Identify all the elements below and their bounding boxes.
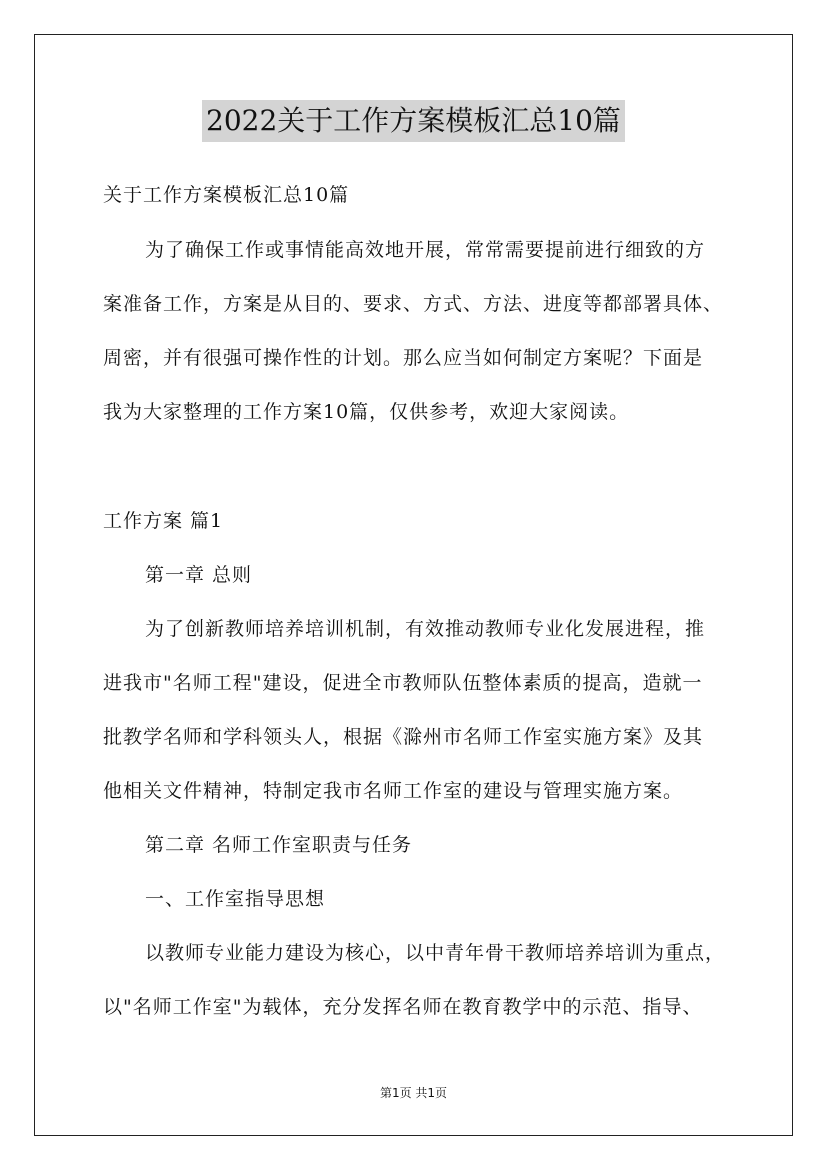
paragraph-line: 批教学名师和学科领头人，根据《滁州市名师工作室实施方案》及其 (103, 726, 704, 748)
paragraph-line: 以"名师工作室"为载体，充分发挥名师在教育教学中的示范、指导、 (103, 996, 703, 1018)
item-heading: 一、工作室指导思想 (145, 888, 326, 910)
paragraph-line: 周密，并有很强可操作性的计划。那么应当如何制定方案呢？下面是 (103, 347, 704, 369)
paragraph-line: 为了确保工作或事情能高效地开展，常常需要提前进行细致的方 (145, 239, 706, 261)
title-wrap (0, 100, 827, 142)
document-subtitle: 关于工作方案模板汇总10篇 (103, 184, 350, 206)
page-footer: 第1页 共1页 (379, 1086, 448, 1100)
paragraph-line: 为了创新教师培养培训机制，有效推动教师专业化发展进程，推 (145, 618, 706, 640)
chapter-heading: 第一章 总则 (145, 564, 253, 586)
paragraph-line: 进我市"名师工程"建设，促进全市教师队伍整体素质的提高，造就一 (103, 672, 703, 694)
chapter-heading: 第二章 名师工作室职责与任务 (145, 834, 413, 856)
document-title: 2022关于工作方案模板汇总10篇 (202, 100, 625, 142)
paragraph-line: 他相关文件精神，特制定我市名师工作室的建设与管理实施方案。 (103, 780, 684, 802)
paragraph-line: 以教师专业能力建设为核心，以中青年骨干教师培养培训为重点， (145, 942, 726, 964)
paragraph-line: 案准备工作，方案是从目的、要求、方式、方法、进度等都部署具体、 (103, 293, 724, 315)
paragraph-line: 我为大家整理的工作方案10篇，仅供参考，欢迎大家阅读。 (103, 401, 630, 423)
section-heading: 工作方案 篇1 (103, 510, 224, 532)
